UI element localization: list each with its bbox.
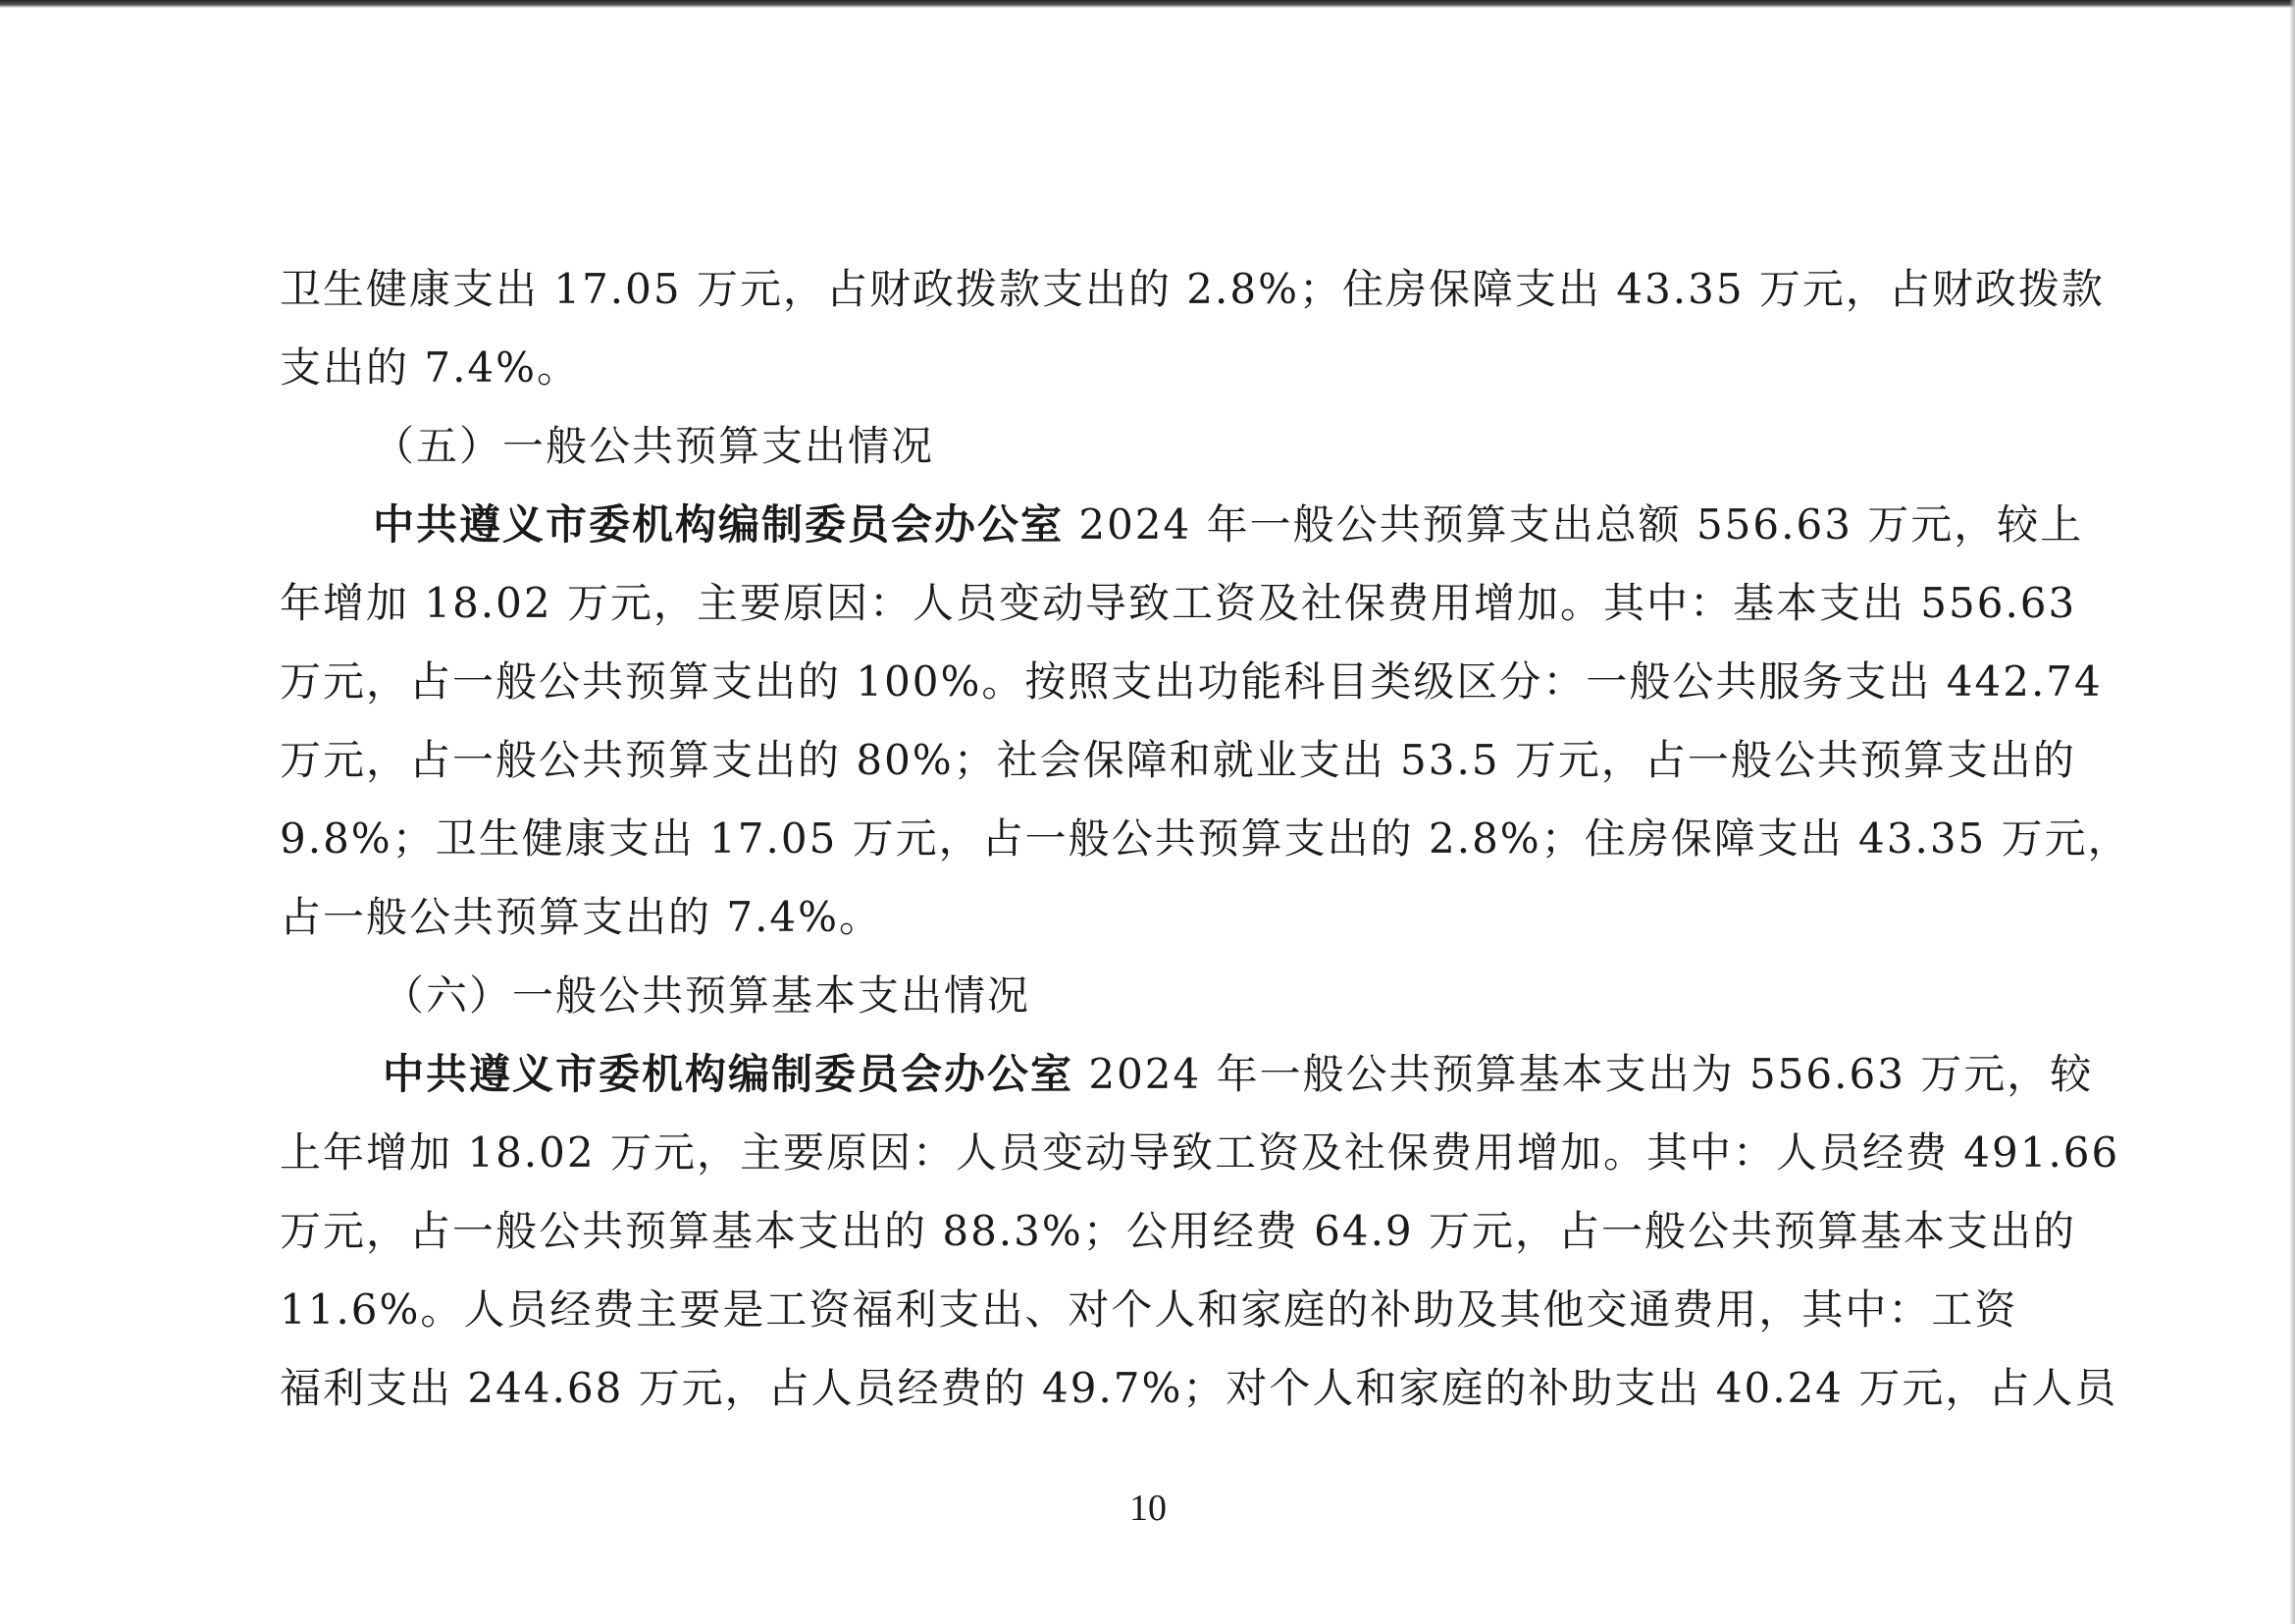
- paragraph-text: 2024 年一般公共预算支出总额 556.63 万元，较上: [1064, 500, 2084, 549]
- body-line: 占一般公共预算支出的 7.4%。: [280, 893, 883, 941]
- organization-name: 中共遵义市委机构编制委员会办公室: [373, 500, 1065, 549]
- section-heading-5: （五）一般公共预算支出情况: [373, 422, 935, 470]
- body-line: 11.6%。人员经费主要是工资福利支出、对个人和家庭的补助及其他交通费用，其中：工资: [280, 1285, 2018, 1334]
- organization-name: 中共遵义市委机构编制委员会办公室: [383, 1050, 1074, 1098]
- body-line: 上年增加 18.02 万元，主要原因：人员变动导致工资及社保费用增加。其中：人员经费 491.66: [280, 1128, 2120, 1177]
- scan-edge-top: [0, 0, 2295, 8]
- page-number: 10: [1129, 1488, 1167, 1529]
- body-line: 年增加 18.02 万元，主要原因：人员变动导致工资及社保费用增加。其中：基本支出 556.63: [280, 579, 2077, 627]
- body-line: 9.8%；卫生健康支出 17.05 万元，占一般公共预算支出的 2.8%；住房保障支出 43.35 万元，: [280, 814, 2131, 863]
- body-line: 万元，占一般公共预算基本支出的 88.3%；公用经费 64.9 万元，占一般公共预算基本支出的: [280, 1207, 2076, 1255]
- paragraph-6-first-line: [383, 1035, 2093, 1114]
- body-line: 卫生健康支出 17.05 万元，占财政拨款支出的 2.8%；住房保障支出 43.35 万元，占财政拨款: [280, 265, 2105, 313]
- section-heading-6: （六）一般公共预算基本支出情况: [383, 971, 1031, 1020]
- body-line: 福利支出 244.68 万元，占人员经费的 49.7%；对个人和家庭的补助支出 40.24 万元，占人员: [280, 1364, 2118, 1412]
- body-line: 万元，占一般公共预算支出的 80%；社会保障和就业支出 53.5 万元，占一般公共预算支出的: [280, 736, 2076, 784]
- paragraph-5-first-line: [373, 486, 2083, 564]
- paragraph-text: 2024 年一般公共预算基本支出为 556.63 万元，较: [1073, 1050, 2094, 1098]
- body-line: 支出的 7.4%。: [280, 343, 581, 392]
- body-line: 万元，占一般公共预算支出的 100%。按照支出功能科目类级区分：一般公共服务支出 442.74: [280, 657, 2103, 706]
- scan-edge-right: [2289, 0, 2295, 1624]
